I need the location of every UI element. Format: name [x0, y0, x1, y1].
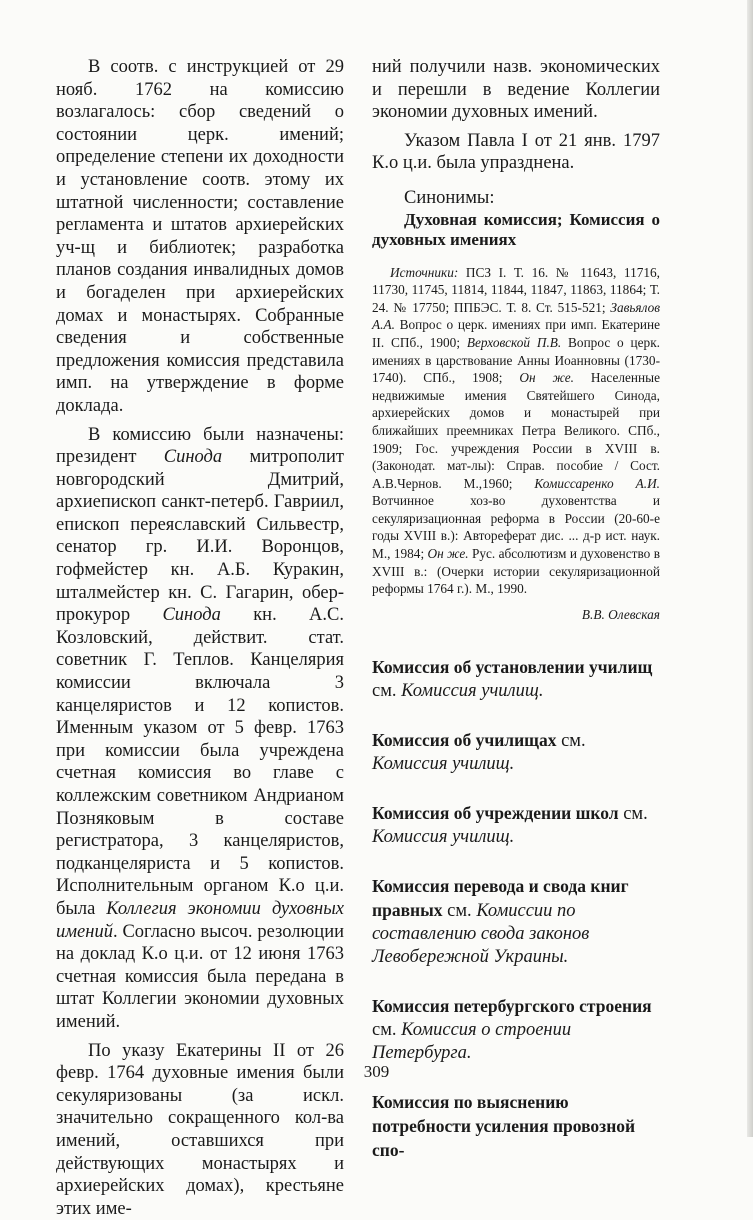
- entry-provoz: Комиссия по выяснению потребности усиления провозной спо-: [372, 1092, 636, 1161]
- right-column: [372, 56, 660, 1163]
- ref-synod: Синода: [163, 447, 223, 468]
- entry-uchilishcha: Комиссия об училищах см. Комиссия училищ.: [372, 730, 586, 775]
- paragraph-secularization: По указу Екатерины II от 26 февр. 1764 духовные имения были секуляризованы (за искл. значительно сокращенного кол-ва имений, оставшихся при действующих монастырях и архиерейских домах), крестьяне этих име-: [56, 1040, 344, 1219]
- entry-perevod: Комиссия перевода и свода книг правных см. Комиссии по составлению свода законов Левобережной Украины.: [372, 876, 629, 968]
- ref-college: Коллегия экономии духовных имений: [56, 898, 344, 942]
- paragraph-abolition: Указом Павла I от 21 янв. 1797 К.о ц.и. была упразднена.: [372, 130, 660, 174]
- sources-paragraph: Источники: ПСЗ I. Т. 16. № 11643, 11716, 11730, 11745, 11814, 11844, 11847, 11863, 11864; Т. 24. № 17750; ППБЭС. Т. 8. Ст. 515-521; Завьялов А.А. Вопрос о церк. имениях при имп. Екатерине II. СПб., 1900; Верховской П.В. Вопрос о церк. имениях в царствование Анны Иоанновны (1730-1740). СПб., 1908; Он же. Населенные недвижимые имения Святейшего Синода, архиерейских домов и монастырей при ближайших преемниках Петра Великого. СПб., 1909; Гос. учреждения России в XVIII в. (Законодат. мат-лы): Справ. пособие / Сост. А.В.Чернов. М.,1960; Комиссаренко А.И. Вотчинное хоз-во духовентства и секуляризационная реформа в России (20-60-е годы XVIII в.): Автореферат дис. ... д-р ист. наук. М., 1984; Он же. Рус. абсолютизм и духовенство в XVIII в.: (Очерки истории секуляризационной реформы 1764 г.). М., 1990.: [372, 264, 660, 597]
- synonyms-label: Синонимы:: [404, 187, 495, 208]
- synonyms-text: Духовная комиссия; Комиссия о духовных имениях: [372, 209, 660, 249]
- sources-label: Источники:: [390, 264, 459, 280]
- left-column: [56, 56, 344, 1220]
- paragraph-instruction: В соотв. с инструкцией от 29 нояб. 1762 на комиссию возлагалось: сбор сведений о состоянии церк. имений; определение степени их доходности и установление соотв. этому их штатной численности; составление регламента и штатов архиерейских уч-щ и библиотек; разработка планов создания инвалидных домов и богаделен при архиерейских домах и монастырях. Собранные сведения и собственные предложения комиссия представила имп. на утверждение в форме доклада.: [56, 57, 344, 416]
- entry-stroenie: Комиссия петербургского строения см. Комиссия о строении Петербурга.: [372, 996, 652, 1064]
- paragraph-members: В комиссию были назначены: президент Синода митрополит новгородский Дмитрий, архиепископ санкт-петерб. Гавриил, епископ переяславский Сильвестр, сенатор гр. И.И. Воронцов, гофмейстер кн. А.Б. Куракин, шталмейстер кн. С. Гагарин, обер-прокурор Синода кн. А.С. Козловский, действит. стат. советник Г. Теплов. Канцелярия комиссии включала 3 канцеляристов и 12 копистов. Именным указом от 5 февр. 1763 при комиссии была учреждена счетная комиссия во главе с коллежским советником Андрианом Позняковым в составе регистратора, 3 канцеляристов, подканцеляриста и 5 копистов. Исполнительным органом К.о ц.и. была Коллегия экономии духовных имений. Согласно высоч. резолюции на доклад К.о ц.и. от 12 июня 1763 счетная комиссия была передана в штат Коллегии экономии духовных имений.: [56, 424, 344, 1032]
- page-number: 309: [363, 1062, 390, 1081]
- entry-ustanovlenie: Комиссия об установлении училищ см. Комиссия училищ.: [372, 657, 653, 702]
- entry-shkoly: Комиссия об учреждении школ см. Комиссия училищ.: [372, 803, 648, 848]
- page-edge-shadow: [747, 0, 753, 1137]
- paragraph-continuation: ний получили назв. экономических и перешли в ведение Коллегии экономии духовных имений.: [372, 57, 660, 123]
- ref-synod: Синода: [162, 605, 221, 626]
- author-signature: В.В. Олевская: [581, 606, 660, 622]
